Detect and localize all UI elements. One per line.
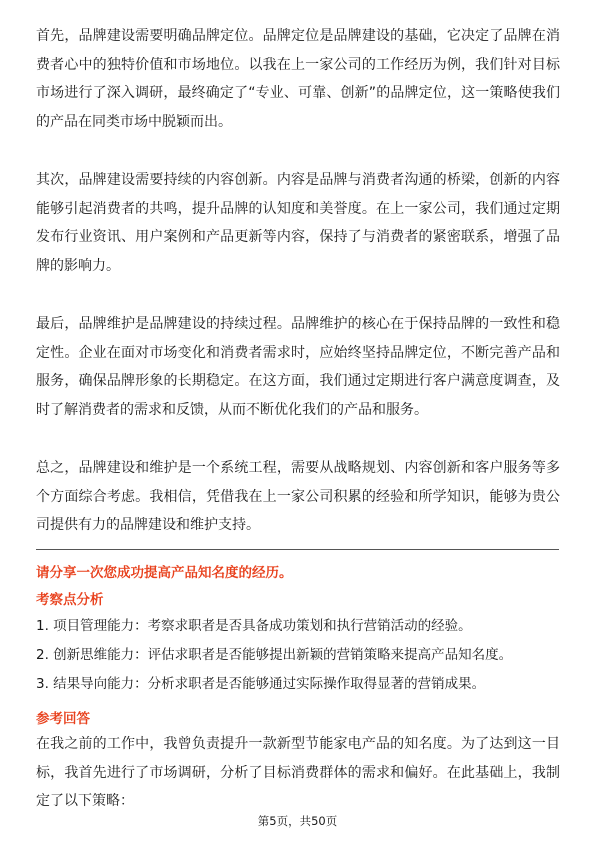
list-item: 3. 结果导向能力：分析求职者是否能够通过实际操作取得显著的营销成果。 bbox=[36, 676, 486, 692]
analysis-list bbox=[36, 612, 560, 699]
page-number: 第5页，共50页 bbox=[257, 814, 338, 828]
list-item: 1. 项目管理能力：考察求职者是否具备成功策划和执行营销活动的经验。 bbox=[36, 618, 472, 634]
paragraph-conclusion: 总之，品牌建设和维护是一个系统工程，需要从战略规划、内容创新和客户服务等多个方面综合考虑。我相信，凭借我在上一家公司积累的经验和所学知识，能够为贵公司提供有力的品牌建设和维护支持。 bbox=[36, 460, 560, 533]
paragraph-content-innovation: 其次，品牌建设需要持续的内容创新。内容是品牌与消费者沟通的桥梁，创新的内容能够引起消费者的共鸣，提升品牌的认知度和美誉度。在上一家公司，我们通过定期发布行业资讯、用户案例和产品更新等内容，保持了与消费者的紧密联系，增强了品牌的影响力。 bbox=[36, 172, 560, 274]
list-item: 2. 创新思维能力：评估求职者是否能够提出新颖的营销策略来提高产品知名度。 bbox=[36, 647, 513, 663]
paragraph-brand-maintenance: 最后，品牌维护是品牌建设的持续过程。品牌维护的核心在于保持品牌的一致性和稳定性。企业在面对市场变化和消费者需求时，应始终坚持品牌定位，不断完善产品和服务，确保品牌形象的长期稳定。在这方面，我们通过定期进行客户满意度调查，及时了解消费者的需求和反馈，从而不断优化我们的产品和服务。 bbox=[36, 316, 560, 418]
interview-question: 请分享一次您成功提高产品知名度的经历。 bbox=[36, 565, 293, 581]
section-divider bbox=[36, 549, 559, 550]
analysis-heading: 考察点分析 bbox=[36, 592, 104, 608]
answer-heading: 参考回答 bbox=[36, 711, 90, 727]
answer-paragraph: 在我之前的工作中，我曾负责提升一款新型节能家电产品的知名度。为了达到这一目标，我首先进行了市场调研，分析了目标消费群体的需求和偏好。在此基础上，我制定了以下策略： bbox=[36, 736, 560, 809]
paragraph-brand-positioning: 首先，品牌建设需要明确品牌定位。品牌定位是品牌建设的基础，它决定了品牌在消费者心中的独特价值和市场地位。以我在上一家公司的工作经历为例，我们针对目标市场进行了深入调研，最终确定了“专业、可靠、创新”的品牌定位，这一策略使我们的产品在同类市场中脱颖而出。 bbox=[36, 28, 560, 130]
